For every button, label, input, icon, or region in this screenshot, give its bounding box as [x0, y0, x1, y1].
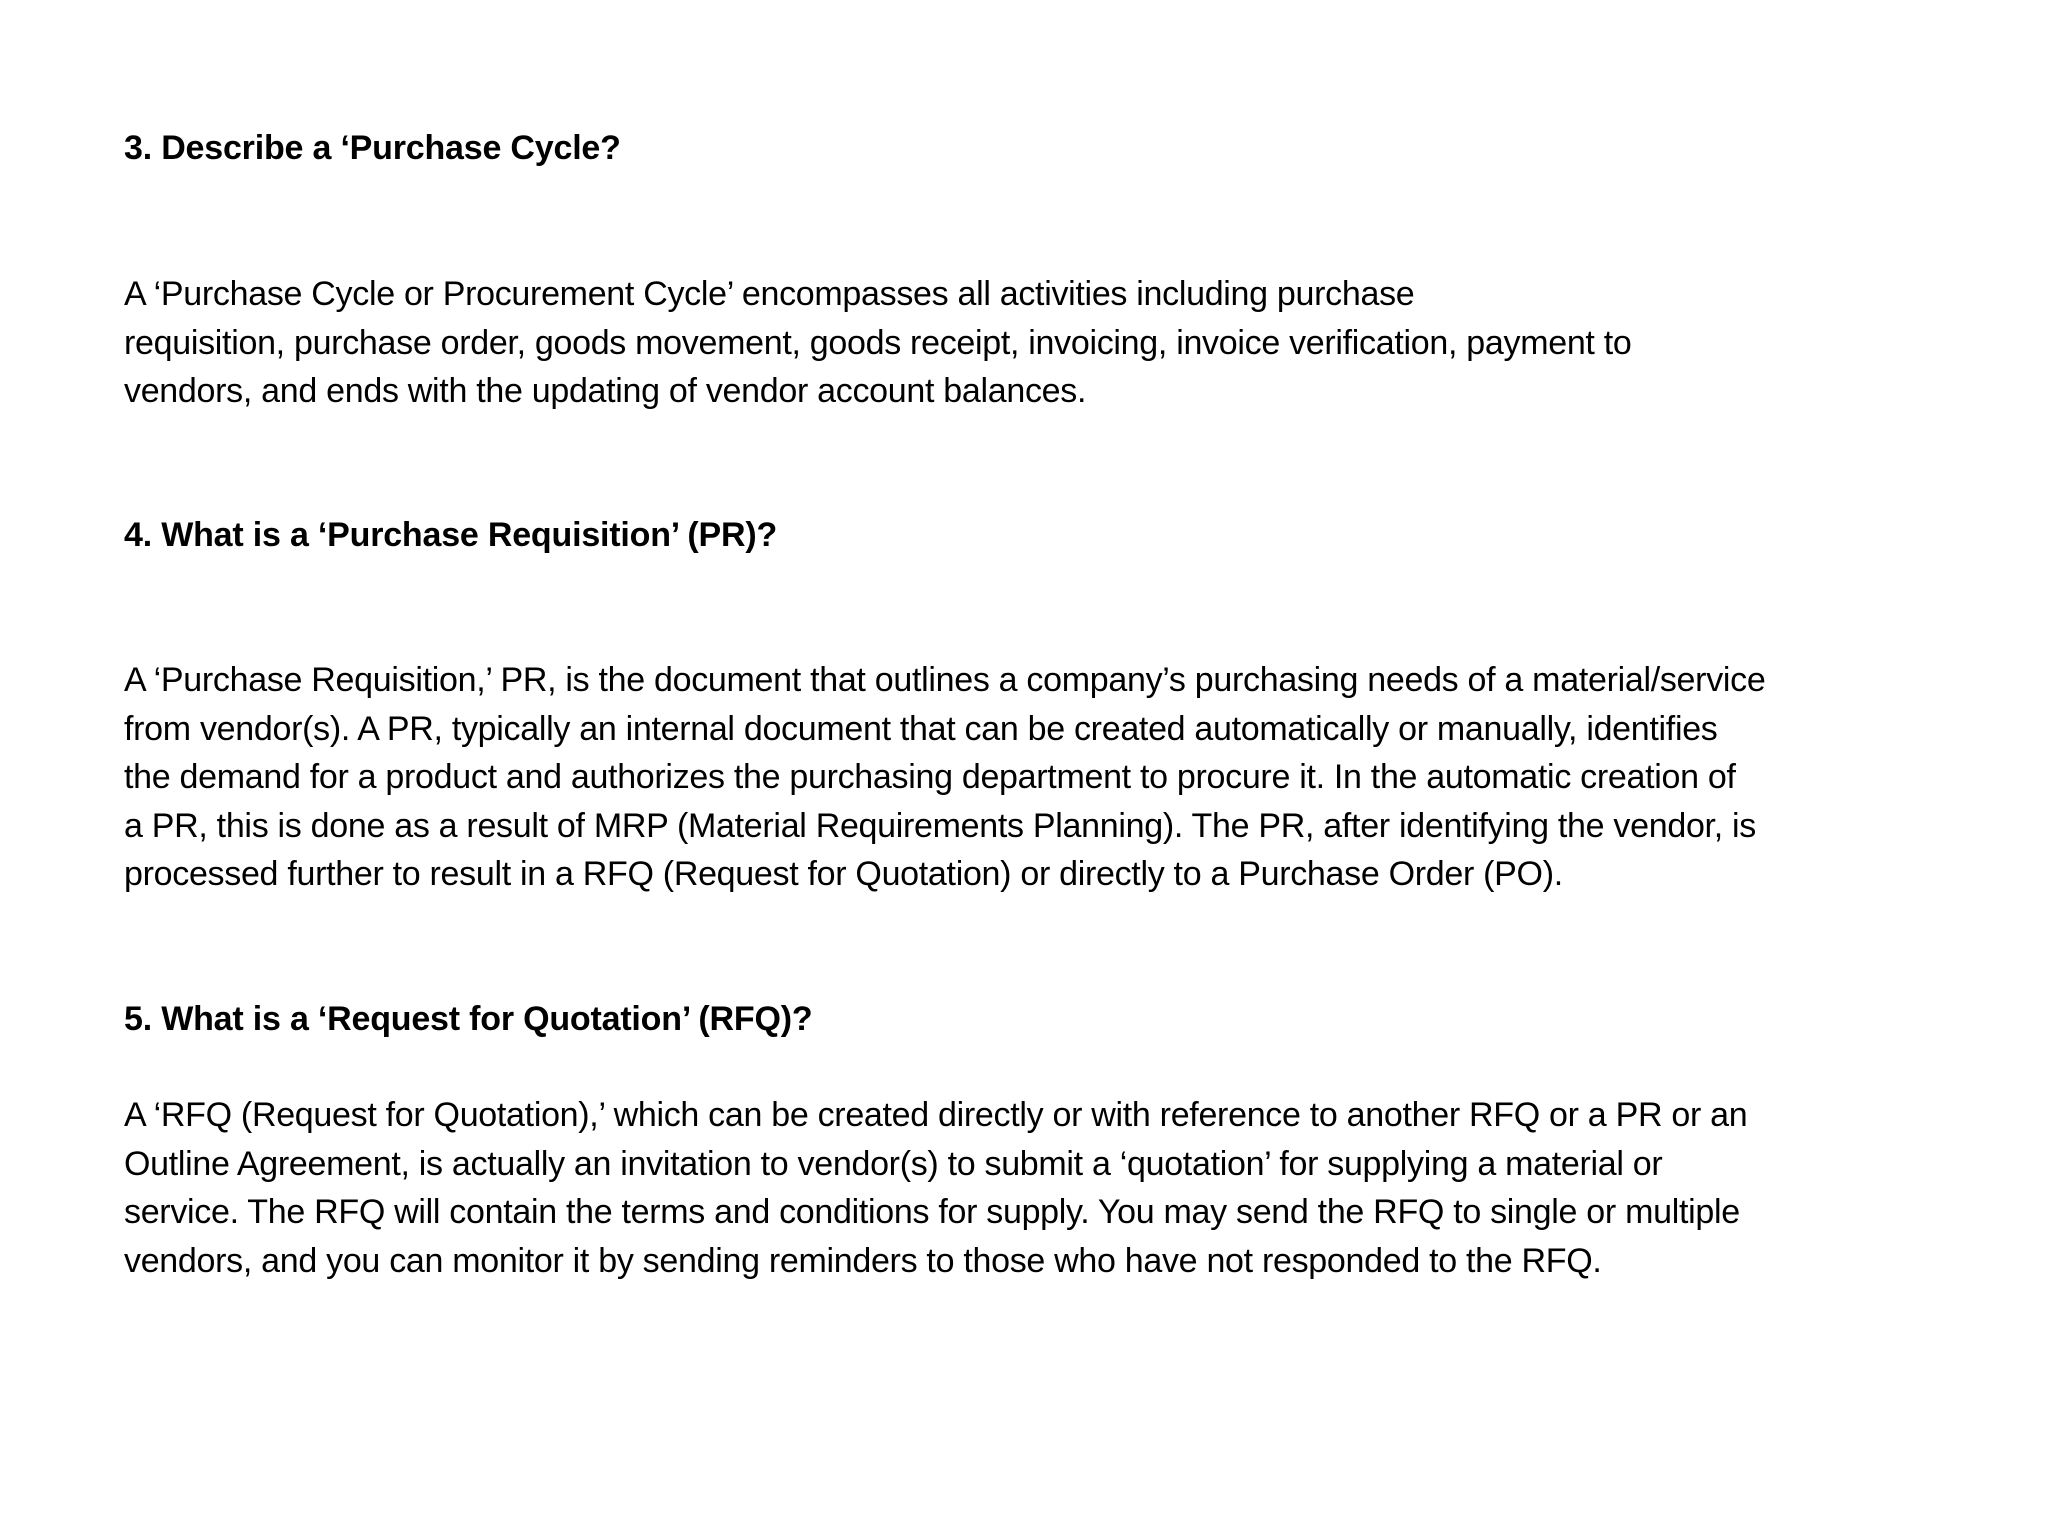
answer-line: vendors, and you can monitor it by sending reminders to those who have not responded to the RFQ.: [124, 1241, 1602, 1280]
answer-line: processed further to result in a RFQ (Request for Quotation) or directly to a Purchase Order (PO).: [124, 855, 1563, 893]
question-5-heading: 5. What is a ‘Request for Quotation’ (RFQ)?: [124, 1000, 813, 1038]
answer-line: requisition, purchase order, goods movement, goods receipt, invoicing, invoice verification, payment to: [124, 323, 1632, 362]
answer-line: a PR, this is done as a result of MRP (Material Requirements Planning). The PR, after identifying the vendor, is: [124, 806, 1756, 845]
answer-line: Outline Agreement, is actually an invitation to vendor(s) to submit a ‘quotation’ for supplying a material or: [124, 1144, 1663, 1183]
answer-line: from vendor(s). A PR, typically an internal document that can be created automatically or manually, identifies: [124, 709, 1718, 748]
question-5-answer: [124, 1091, 1944, 1285]
answer-line: A ‘Purchase Cycle or Procurement Cycle’ encompasses all activities including purchase: [124, 275, 1415, 313]
answer-line: service. The RFQ will contain the terms and conditions for supply. You may send the RFQ to single or multiple: [124, 1193, 1740, 1231]
answer-line: vendors, and ends with the updating of vendor account balances.: [124, 372, 1087, 410]
answer-line: the demand for a product and authorizes the purchasing department to procure it. In the automatic creation of: [124, 758, 1736, 796]
answer-line: A ‘Purchase Requisition,’ PR, is the document that outlines a company’s purchasing needs of a material/service: [124, 661, 1766, 699]
question-3-heading: 3. Describe a ‘Purchase Cycle?: [124, 129, 621, 167]
question-4-answer: [124, 656, 1944, 899]
question-3-answer: [124, 270, 1944, 416]
answer-line: A ‘RFQ (Request for Quotation),’ which can be created directly or with reference to another RFQ or a PR or an: [124, 1096, 1748, 1134]
question-4-heading: 4. What is a ‘Purchase Requisition’ (PR)?: [124, 516, 778, 554]
